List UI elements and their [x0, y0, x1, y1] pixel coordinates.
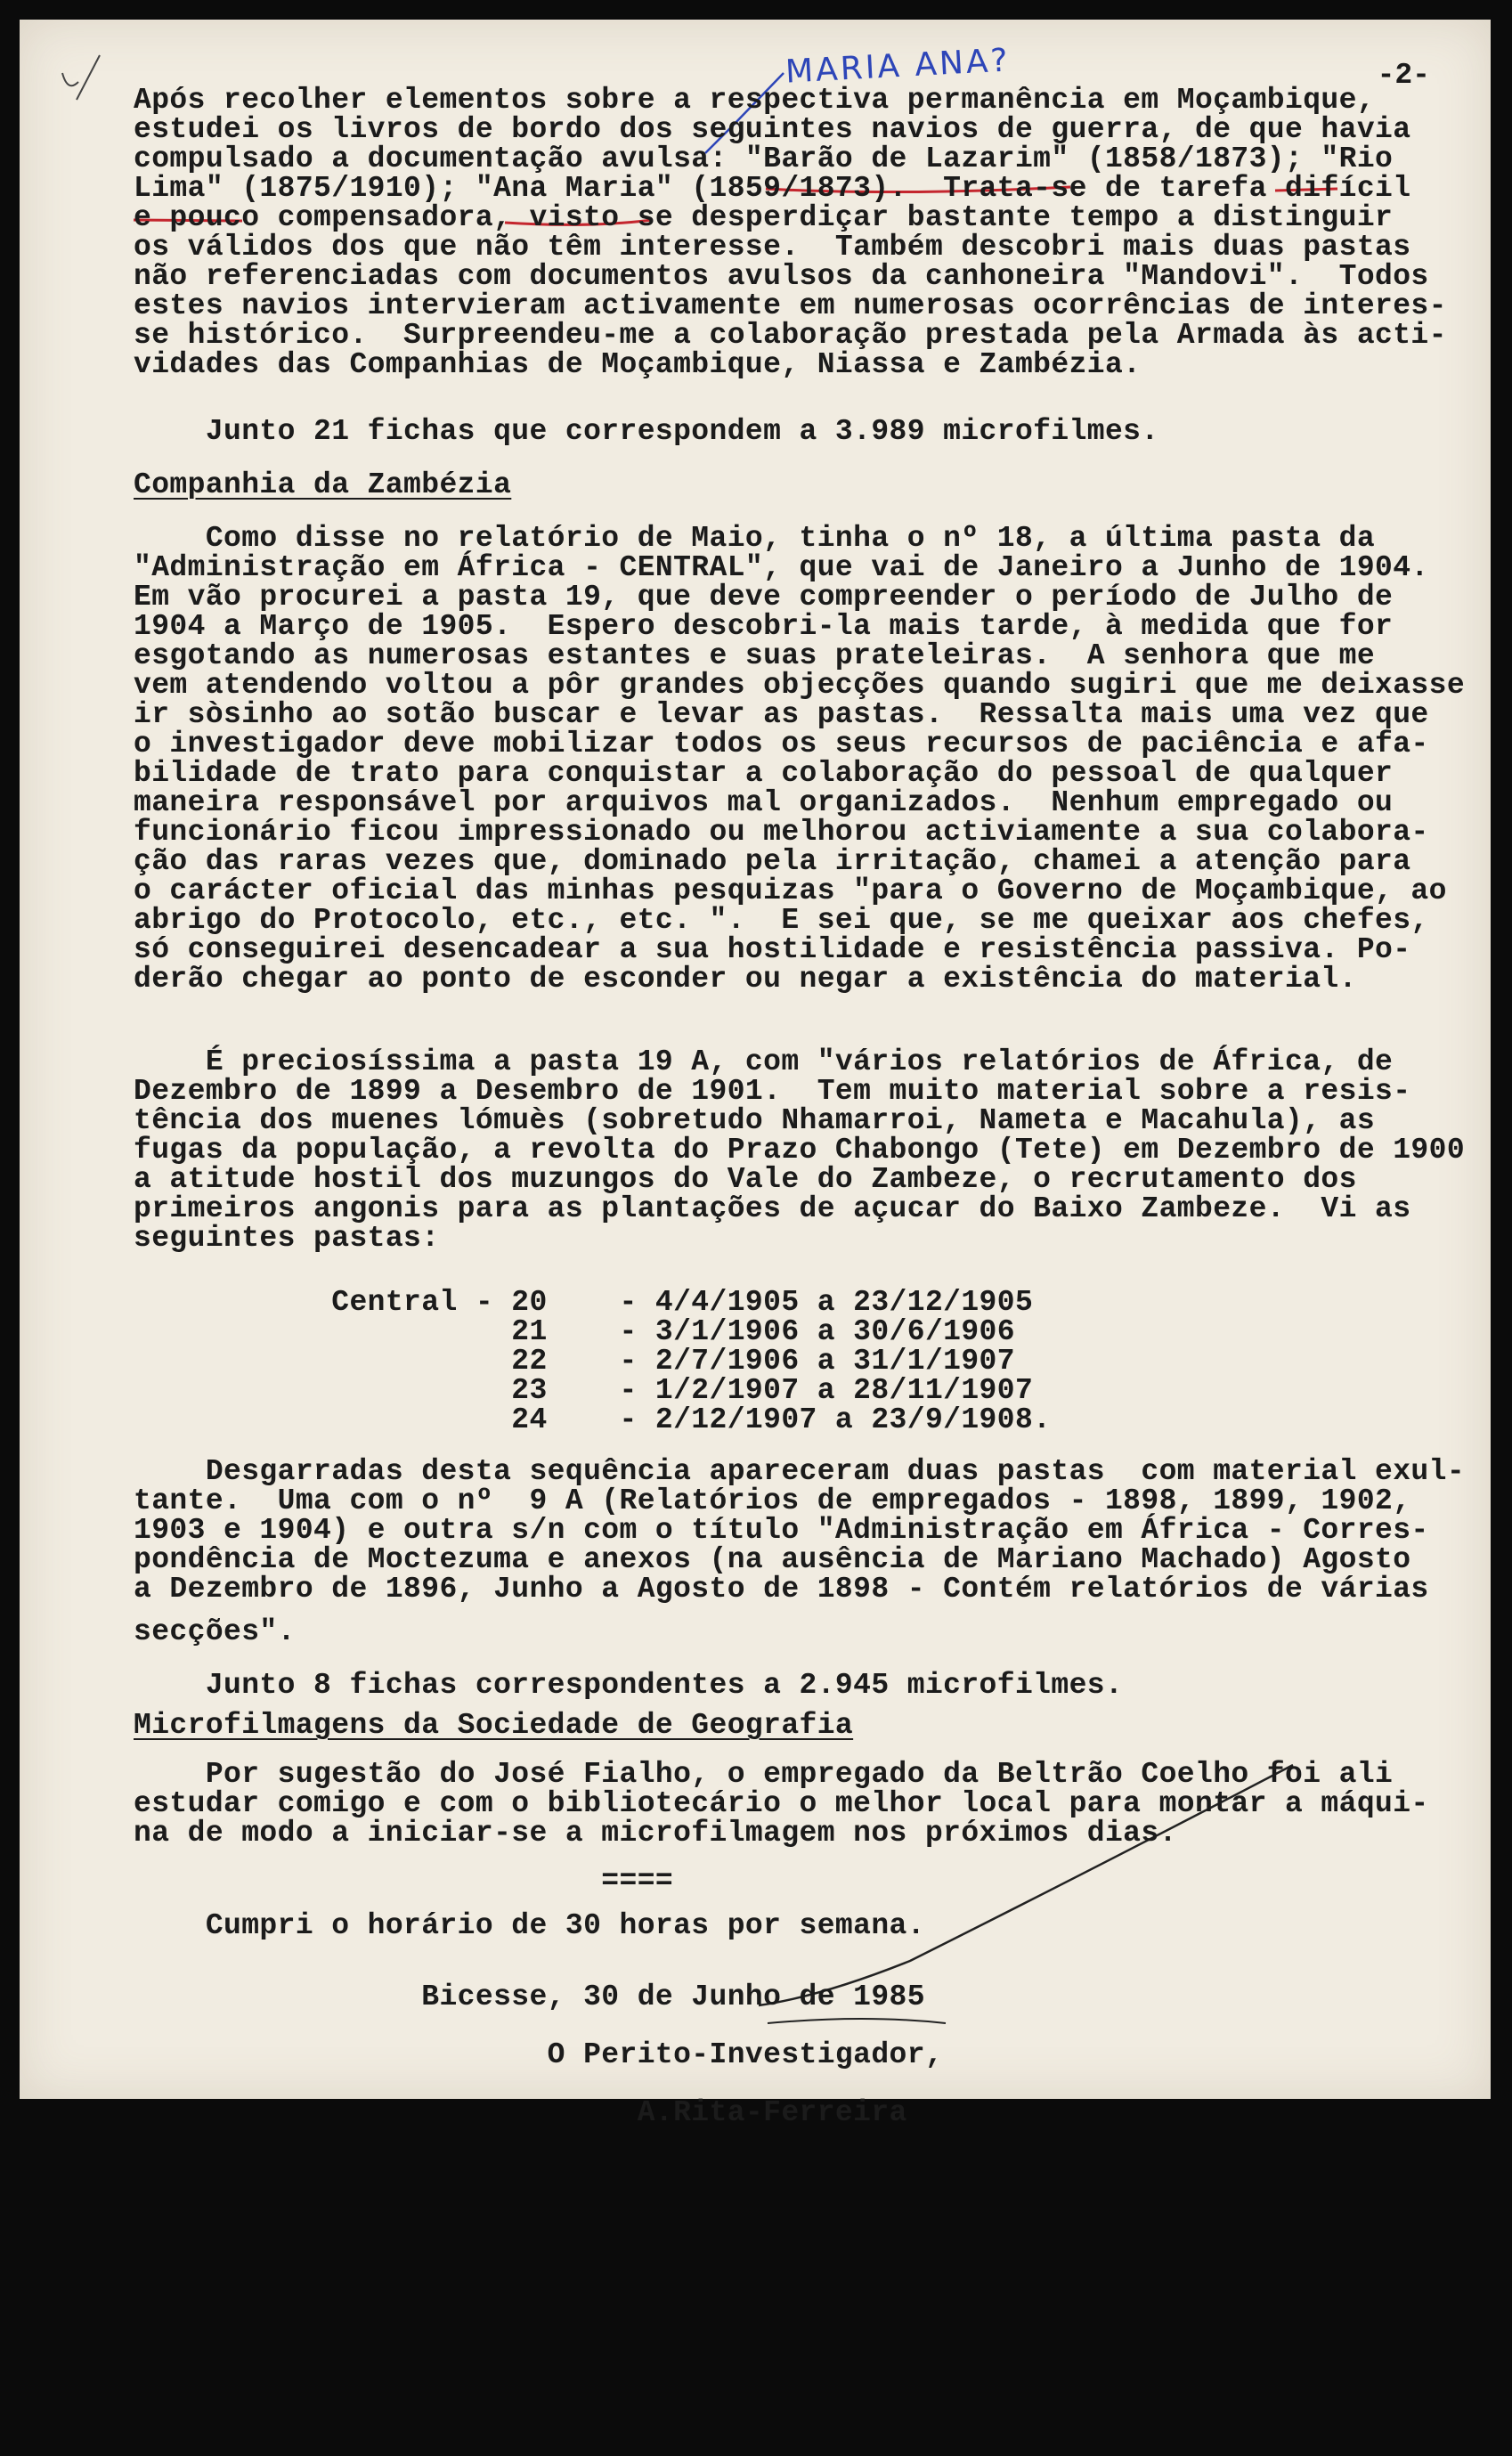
p3-line: bilidade de trato para conquistar a colaboração do pessoal de qualquer	[134, 757, 1394, 790]
p3-line: esgotando as numerosas estantes e suas prateleiras. A senhora que me	[134, 639, 1376, 672]
p1-line: compulsado a documentação avulsa: "Barão de Lazarim" (1858/1873); "Rio	[134, 142, 1394, 175]
p3-line: abrigo do Protocolo, etc., etc. ". E sei que, se me queixar aos chefes,	[134, 904, 1429, 937]
p4-line: tência dos muenes lómuès (sobretudo Nhamarroi, Nameta e Macahula), as	[134, 1104, 1376, 1137]
separator: ====	[134, 1865, 674, 1898]
p3-line: 1904 a Março de 1905. Espero descobri-la mais tarde, à medida que for	[134, 610, 1394, 643]
p3-line: Em vão procurei a pasta 19, que deve compreender o período de Julho de	[134, 581, 1394, 614]
p4-line: fugas da população, a revolta do Prazo Chabongo (Tete) em Dezembro de 1900	[134, 1134, 1466, 1167]
p1-line: não referenciadas com documentos avulsos da canhoneira "Mandovi". Todos	[134, 260, 1429, 293]
p5-line: pondência de Moctezuma e anexos (na ausência de Mariano Machado) Agosto	[134, 1543, 1411, 1576]
handwritten-annotation: MARIA ANA?	[784, 42, 1012, 91]
p1-line: Lima" (1875/1910); "Ana Maria" (1859/1873). Trata-se de tarefa difícil	[134, 172, 1411, 205]
list-row: 24 - 2/12/1907 a 23/9/1908.	[134, 1403, 1052, 1436]
p1-line: estes navios intervieram activamente em numerosas ocorrências de interes-	[134, 289, 1447, 322]
p5-line: Desgarradas desta sequência apareceram duas pastas com material exul-	[134, 1455, 1466, 1488]
p4-line: É preciosíssima a pasta 19 A, com "vários relatórios de África, de	[134, 1045, 1394, 1078]
list-row: 21 - 3/1/1906 a 30/6/1906	[134, 1315, 1015, 1348]
typed-text	[134, 84, 1466, 2129]
p7-line: estudar comigo e com o bibliotecário o melhor local para montar a máqui-	[134, 1787, 1429, 1820]
list-row: 22 - 2/7/1906 a 31/1/1907	[134, 1345, 1015, 1378]
p1-line: se histórico. Surpreendeu-me a colaboração prestada pela Armada às acti-	[134, 319, 1447, 352]
p7-line: na de modo a iniciar-se a microfilmagem nos próximos dias.	[134, 1817, 1177, 1850]
p3-line: ir sòsinho ao sotão buscar e levar as pastas. Ressalta mais uma vez que	[134, 698, 1429, 731]
p2-line: Junto 21 fichas que correspondem a 3.989 microfilmes.	[134, 415, 1159, 448]
p3-line: vem atendendo voltou a pôr grandes objecções quando sugiri que me deixasse	[134, 669, 1466, 702]
p4-line: primeiros angonis para as plantações de açucar do Baixo Zambeze. Vi as	[134, 1192, 1411, 1225]
signature-name: A.Rita-Ferreira	[134, 2096, 907, 2129]
p4-line: Dezembro de 1899 a Desembro de 1901. Tem muito material sobre a resis-	[134, 1075, 1411, 1108]
p8-line: Cumpri o horário de 30 horas por semana.	[134, 1909, 925, 1942]
p5-line: tante. Uma com o nº 9 A (Relatórios de empregados - 1898, 1899, 1902,	[134, 1484, 1411, 1517]
p3-line: "Administração em África - CENTRAL", que vai de Janeiro a Junho de 1904.	[134, 551, 1429, 584]
corner-mark-icon	[62, 55, 100, 100]
p4-line: a atitude hostil dos muzungos do Vale do Zambeze, o recrutamento dos	[134, 1163, 1357, 1196]
p3-line: maneira responsável por arquivos mal organizados. Nenhum empregado ou	[134, 786, 1394, 819]
p3-line: só conseguirei desencadear a sua hostilidade e resistência passiva. Po-	[134, 933, 1411, 966]
list-row: Central - 20 - 4/4/1905 a 23/12/1905	[134, 1286, 1034, 1319]
p4-line: seguintes pastas:	[134, 1222, 440, 1255]
heading-microfilmagens: Microfilmagens da Sociedade de Geografia	[134, 1709, 854, 1742]
p7-line: Por sugestão do José Fialho, o empregado da Beltrão Coelho foi ali	[134, 1758, 1394, 1791]
p1-line: vidades das Companhias de Moçambique, Niassa e Zambézia.	[134, 348, 1142, 381]
page-number: -2-	[1377, 59, 1430, 92]
p1-line: os válidos dos que não têm interesse. Também descobri mais duas pastas	[134, 231, 1411, 264]
p5-line: secções".	[134, 1615, 296, 1648]
p3-line: o investigador deve mobilizar todos os seus recursos de paciência e afa-	[134, 728, 1429, 760]
list-row: 23 - 1/2/1907 a 28/11/1907	[134, 1374, 1034, 1407]
p1-line: Após recolher elementos sobre a respectiva permanência em Moçambique,	[134, 84, 1376, 117]
heading-zambezia: Companhia da Zambézia	[134, 468, 512, 501]
p6-line: Junto 8 fichas correspondentes a 2.945 microfilmes.	[134, 1669, 1124, 1702]
dateline: Bicesse, 30 de Junho de 1985	[134, 1980, 925, 2013]
p1-line: estudei os livros de bordo dos seguintes navios de guerra, de que havia	[134, 113, 1411, 146]
p5-line: a Dezembro de 1896, Junho a Agosto de 1898 - Contém relatórios de várias	[134, 1573, 1429, 1606]
p3-line: derão chegar ao ponto de esconder ou negar a existência do material.	[134, 963, 1357, 996]
p5-line: 1903 e 1904) e outra s/n com o título "Administração em África - Corres-	[134, 1514, 1429, 1547]
document-page	[20, 20, 1491, 2129]
signature-title: O Perito-Investigador,	[134, 2038, 944, 2071]
p1-line: e pouco compensadora, visto se desperdiçar bastante tempo a distinguir	[134, 201, 1394, 234]
p3-line: o carácter oficial das minhas pesquizas "para o Governo de Moçambique, ao	[134, 874, 1447, 907]
p3-line: funcionário ficou impressionado ou melhorou activiamente a sua colabora-	[134, 816, 1429, 849]
p3-line: ção das raras vezes que, dominado pela irritação, chamei a atenção para	[134, 845, 1411, 878]
p3-line: Como disse no relatório de Maio, tinha o nº 18, a última pasta da	[134, 522, 1376, 555]
